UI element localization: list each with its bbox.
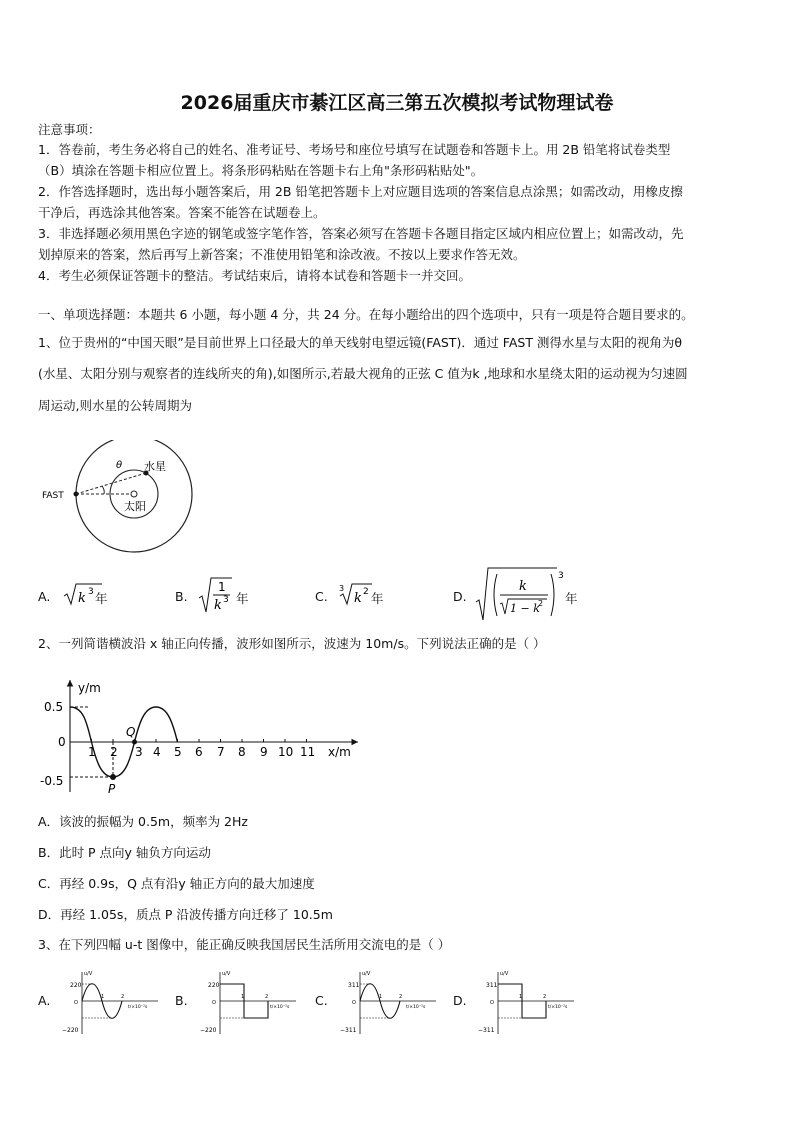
svg-text:3: 3 <box>88 587 94 597</box>
svg-text:−220: −220 <box>200 1027 217 1034</box>
x-tick: 11 <box>300 745 316 759</box>
point-p-label: P <box>108 782 116 796</box>
section-heading: 一、单项选择题：本题共 6 小题，每小题 4 分，共 24 分。在每小题给出的四个选项中，只有一项是符合题目要求的。 <box>38 307 694 322</box>
notice-line: 4．考生必须保证答题卡的整洁。考试结束后，请将本试卷和答题卡一并交回。 <box>38 268 471 283</box>
notice-line: （B）填涂在答题卡相应位置上。将条形码粘贴在答题卡右上角"条形码粘贴处"。 <box>38 163 484 178</box>
svg-text:−311: −311 <box>340 1027 357 1034</box>
svg-text:u/V: u/V <box>222 971 231 977</box>
x-tick: 4 <box>153 745 161 759</box>
sun-label: 太阳 <box>124 500 146 513</box>
q2-option-a[interactable]: A．该波的振幅为 0.5m，频率为 2Hz <box>38 814 248 829</box>
svg-text:t/×10⁻²s: t/×10⁻²s <box>548 1005 568 1010</box>
svg-text:k: k <box>214 598 222 613</box>
mercury-label: 水星 <box>144 460 166 473</box>
wave-graph <box>38 672 368 802</box>
svg-text:k: k <box>354 591 362 606</box>
svg-text:1: 1 <box>379 994 383 1000</box>
svg-text:311: 311 <box>486 982 498 989</box>
q3-stem: 3、在下列四幅 u-t 图像中，能正确反映我国居民生活所用交流电的是（ ） <box>38 937 451 952</box>
notice-line: 划掉原来的答案，然后再写上新答案；不准使用铅笔和涂改液。不按以上要求作答无效。 <box>38 247 526 262</box>
svg-text:−220: −220 <box>62 1027 79 1034</box>
svg-text:O: O <box>490 1000 494 1006</box>
x-tick: 6 <box>195 745 203 759</box>
svg-text:t/×10⁻²s: t/×10⁻²s <box>406 1005 426 1010</box>
svg-text:2: 2 <box>399 994 403 1000</box>
svg-text:1: 1 <box>241 994 245 1000</box>
svg-text:O: O <box>74 1000 78 1006</box>
svg-text:2: 2 <box>121 994 125 1000</box>
q1-stem-line: (水星、太阳分别与观察者的连线所夹的角),如图所示,若最大视角的正弦 C 值为k ,地球和水星绕太阳的运动视为匀速圆 <box>38 366 688 381</box>
q2-option-d[interactable]: D．再经 1.05s，质点 P 沿波传播方向迁移了 10.5m <box>38 907 333 922</box>
svg-text:k: k <box>78 591 86 606</box>
svg-text:u/V: u/V <box>362 971 371 977</box>
svg-text:3: 3 <box>339 584 345 593</box>
svg-text:1: 1 <box>101 994 105 1000</box>
svg-text:220: 220 <box>208 982 220 989</box>
notice-line: 2．作答选择题时，选出每小题答案后，用 2B 铅笔把答题卡上对应题目选项的答案信息点涂黑；如需改动，用橡皮擦 <box>38 184 683 199</box>
y-tick: 0 <box>58 735 66 749</box>
orbit-diagram <box>38 440 208 565</box>
q2-stem: 2、一列简谐横波沿 x 轴正向传播，波形如图所示，波速为 10m/s。下列说法正确的是（ ） <box>38 636 546 651</box>
svg-text:1: 1 <box>218 580 226 594</box>
x-tick: 1 <box>88 745 96 759</box>
svg-text:O: O <box>212 1000 216 1006</box>
point-q-label: Q <box>126 725 136 739</box>
svg-text:2: 2 <box>538 599 544 608</box>
notice-line: 3．非选择题必须用黑色字迹的钢笔或签字笔作答，答案必须写在答题卡各题目指定区域内相应位置上；如需改动，先 <box>38 226 684 241</box>
svg-text:1 − k: 1 − k <box>510 602 540 615</box>
svg-text:u/V: u/V <box>500 971 509 977</box>
notice-line: 1．答卷前，考生务必将自己的姓名、准考证号、考场号和座位号填写在试题卷和答题卡上。用 2B 铅笔将试卷类型 <box>38 142 671 157</box>
y-axis-label: y/m <box>78 681 101 695</box>
svg-text:O: O <box>352 1000 356 1006</box>
x-tick: 5 <box>174 745 182 759</box>
q2-option-b[interactable]: B．此时 P 点向y 轴负方向运动 <box>38 845 211 860</box>
svg-text:t/×10⁻²s: t/×10⁻²s <box>270 1005 290 1010</box>
svg-text:3: 3 <box>558 571 564 581</box>
x-tick: 2 <box>110 745 118 759</box>
svg-text:220: 220 <box>70 982 82 989</box>
x-tick: 3 <box>135 745 143 759</box>
y-tick: 0.5 <box>44 700 64 714</box>
svg-text:311: 311 <box>348 982 360 989</box>
x-tick: 10 <box>278 745 294 759</box>
x-tick: 7 <box>217 745 225 759</box>
svg-text:2: 2 <box>543 994 547 1000</box>
y-tick: -0.5 <box>40 774 64 788</box>
x-tick: 9 <box>260 745 268 759</box>
q1-stem-line: 1、位于贵州的“中国天眼”是目前世界上口径最大的单天线射电望远镜(FAST)．通过 FAST 测得水星与太阳的视角为θ <box>38 335 683 350</box>
svg-text:−311: −311 <box>478 1027 495 1034</box>
page-title: 2026届重庆市綦江区高三第五次模拟考试物理试卷 <box>180 92 614 114</box>
svg-text:k: k <box>519 579 527 594</box>
q2-option-c[interactable]: C．再经 0.9s，Q 点有沿y 轴正方向的最大加速度 <box>38 876 315 891</box>
svg-text:2: 2 <box>265 994 269 1000</box>
q1-stem-line: 周运动,则水星的公转周期为 <box>38 398 192 413</box>
x-axis-label: x/m <box>328 745 351 759</box>
svg-text:t/×10⁻²s: t/×10⁻²s <box>128 1005 148 1010</box>
svg-text:3: 3 <box>223 595 229 605</box>
notice-heading: 注意事项： <box>38 122 101 137</box>
theta-label: θ <box>116 460 123 471</box>
x-tick: 8 <box>238 745 246 759</box>
fast-label: FAST <box>42 491 64 501</box>
notice-line: 干净后，再选涂其他答案。答案不能答在试题卷上。 <box>38 205 326 220</box>
svg-text:1: 1 <box>519 994 523 1000</box>
svg-text:u/V: u/V <box>84 971 93 977</box>
svg-text:2: 2 <box>363 587 369 597</box>
